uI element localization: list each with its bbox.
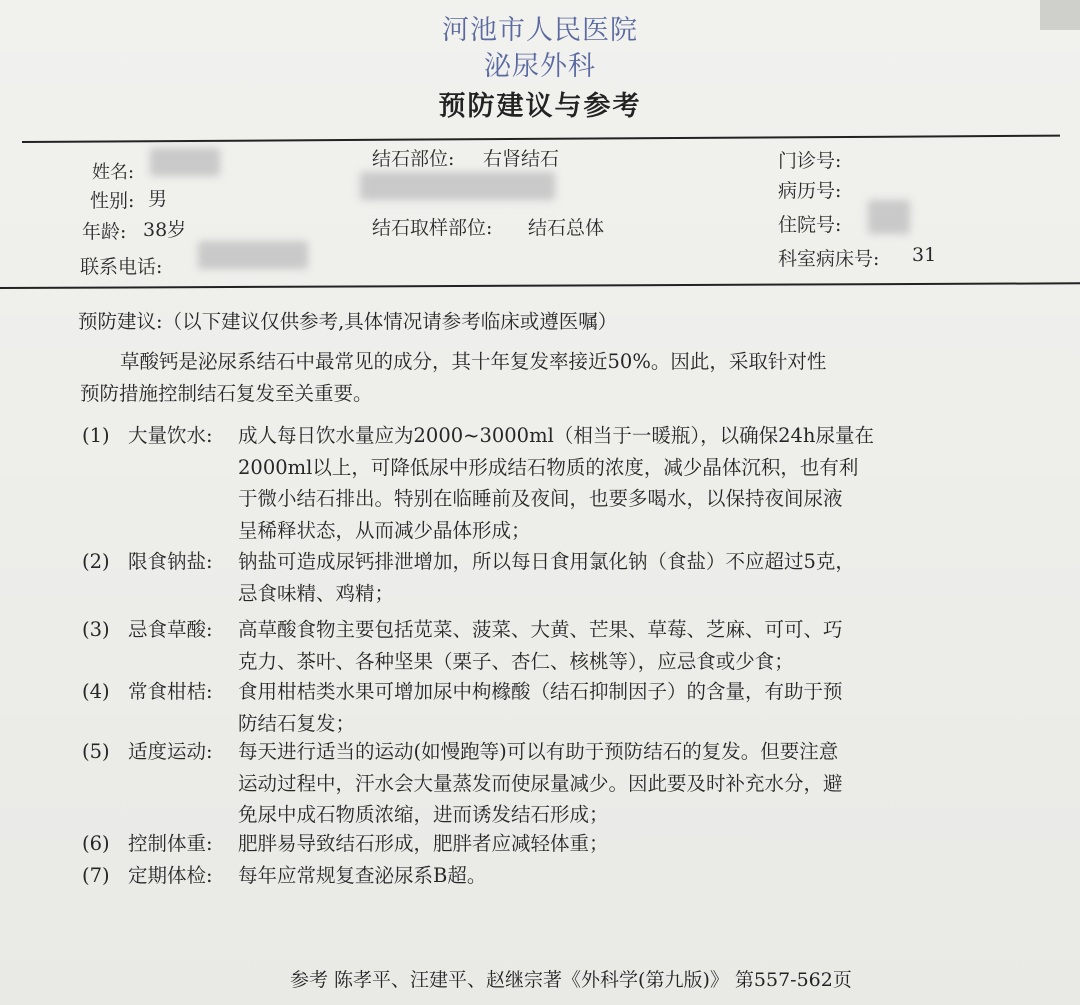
paragraph-line: 预防措施控制结石复发至关重要。 — [80, 381, 373, 405]
item-line: 忌食味精、鸡精； — [238, 581, 395, 605]
bed-value: 31 — [912, 244, 937, 266]
item-line: 每天进行适当的运动(如慢跑等)可以有助于预防结石的复发。但要注意 — [238, 740, 839, 763]
item-label: 适度运动: — [128, 740, 213, 763]
item-line: 免尿中成石物质浓缩，进而诱发结石形成； — [238, 803, 609, 826]
sample-site-label: 结石取样部位: — [372, 217, 493, 239]
item-label: 大量饮水: — [128, 424, 213, 447]
advice-item-water — [82, 420, 962, 546]
item-line: 防结石复发； — [238, 711, 356, 735]
phone-label: 联系电话: — [80, 256, 163, 278]
paragraph-line: 草酸钙是泌尿系结石中最常见的成分，其十年复发率接近50%。因此，采取针对性 — [120, 350, 827, 373]
item-number: (5) — [82, 740, 110, 763]
bed-label: 科室病床号: — [778, 248, 880, 270]
hospital-name: 河池市人民医院 — [442, 15, 638, 46]
item-line: 于微小结石排出。特别在临睡前及夜间，也要多喝水，以保持夜间尿液 — [238, 487, 843, 510]
item-label: 常食柑桔: — [128, 680, 213, 703]
advice-intro: 预防建议:（以下建议仅供参考,具体情况请参考临床或遵医嘱） — [78, 310, 618, 333]
item-line: 2000ml以上，可降低尿中形成结石物质的浓度，减少晶体沉积，也有利 — [238, 455, 859, 479]
age-label: 年龄: — [82, 221, 127, 243]
redacted-name — [150, 148, 220, 176]
advice-item-exercise — [82, 736, 962, 831]
item-line: 克力、茶叶、各种坚果（栗子、杏仁、核桃等），应忌食或少食； — [238, 649, 794, 673]
header-divider — [22, 135, 1060, 143]
item-label: 限食钠盐: — [128, 550, 213, 573]
item-line: 运动过程中，汗水会大量蒸发而使尿量减少。因此要及时补充水分，避 — [238, 771, 843, 795]
department-name: 泌尿外科 — [484, 51, 596, 82]
advice-item-salt — [82, 546, 962, 609]
age-value: 38岁 — [143, 219, 187, 241]
advice-item-oxalate — [82, 614, 962, 677]
outpatient-label: 门诊号: — [778, 150, 842, 172]
redacted-field — [360, 172, 555, 200]
item-number: (4) — [82, 680, 110, 703]
info-divider — [0, 282, 1080, 289]
inpatient-label: 住院号: — [778, 214, 842, 236]
item-number: (1) — [82, 424, 110, 447]
item-line: 钠盐可造成尿钙排泄增加，所以每日食用氯化钠（食盐）不应超过5克， — [238, 550, 855, 573]
gender-value: 男 — [148, 188, 168, 210]
redacted-inpatient — [868, 200, 910, 234]
gender-label: 性别: — [90, 190, 135, 212]
sample-site-value: 结石总体 — [528, 217, 605, 239]
stone-site-label: 结石部位: — [372, 148, 455, 170]
item-line: 呈稀释状态，从而减少晶体形成； — [238, 518, 531, 542]
item-label: 定期体检: — [128, 864, 213, 887]
redacted-phone — [198, 241, 308, 269]
record-label: 病历号: — [778, 180, 842, 202]
stone-site-value: 右肾结石 — [483, 148, 560, 170]
advice-item-checkup — [82, 860, 962, 892]
item-number: (3) — [82, 618, 110, 641]
reference-citation: 参考 陈孝平、汪建平、赵继宗著《外科学(第九版)》 第557-562页 — [290, 969, 852, 991]
item-label: 忌食草酸: — [128, 618, 213, 641]
item-number: (7) — [82, 864, 110, 887]
advice-paragraph — [80, 346, 960, 409]
item-number: (6) — [82, 832, 110, 855]
item-line: 食用柑桔类水果可增加尿中枸橼酸（结石抑制因子）的含量，有助于预 — [238, 680, 843, 703]
item-line: 每年应常规复查泌尿系B超。 — [238, 864, 487, 887]
item-number: (2) — [82, 550, 110, 573]
item-line: 肥胖易导致结石形成，肥胖者应减轻体重； — [238, 832, 609, 855]
name-label: 姓名: — [92, 162, 135, 183]
item-label: 控制体重: — [128, 832, 213, 855]
advice-item-citrus — [82, 676, 962, 739]
document-title: 预防建议与参考 — [438, 91, 642, 122]
advice-item-weight — [82, 828, 962, 860]
item-line: 高草酸食物主要包括苋菜、菠菜、大黄、芒果、草莓、芝麻、可可、巧 — [238, 618, 843, 641]
item-line: 成人每日饮水量应为2000~3000ml（相当于一暖瓶），以确保24h尿量在 — [238, 424, 874, 447]
